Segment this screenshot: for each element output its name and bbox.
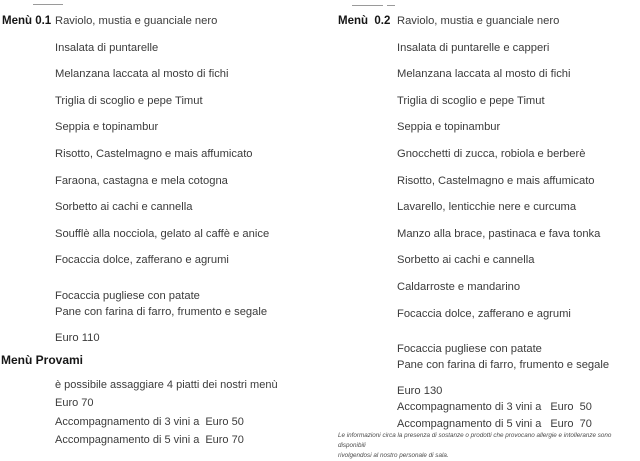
dish-item: Raviolo, mustia e guanciale nero xyxy=(55,15,218,27)
dish-item: Sorbetto ai cachi e cannella xyxy=(397,254,535,267)
bread-item: Pane con farina di farro, frumento e segale xyxy=(397,359,610,372)
top-rule-fragment-left xyxy=(33,4,63,5)
bread-item: Pane con farina di farro, frumento e segale xyxy=(55,305,268,318)
dish-item: Risotto, Castelmagno e mais affumicato xyxy=(397,174,595,187)
dish-item: Sorbetto ai cachi e cannella xyxy=(55,201,193,214)
menu-02-section xyxy=(338,8,609,434)
menu-01-section xyxy=(2,8,269,346)
dish-item: Insalata di puntarelle e capperi xyxy=(397,41,550,54)
dish-item: Gnocchetti di zucca, robiola e berberè xyxy=(397,147,586,160)
allergen-note-line2: rivolgendosi al nostro personale di sala. xyxy=(338,452,449,459)
allergen-note xyxy=(338,431,638,461)
dish-item: Risotto, Castelmagno e mais affumicato xyxy=(55,147,253,160)
top-rule-fragment-right-small xyxy=(387,5,395,6)
wine-pairing-price: Euro 50 xyxy=(205,415,244,428)
top-rule-fragment-right xyxy=(352,5,383,6)
dish-item: Triglia di scoglio e pepe Timut xyxy=(397,94,545,107)
wine-pairing-row xyxy=(55,413,278,431)
menu-02-items xyxy=(397,8,609,434)
dish-item: Seppia e topinambur xyxy=(397,121,501,134)
dish-item: Raviolo, mustia e guanciale nero xyxy=(397,15,560,27)
allergen-note-line1: Le informazioni circa la presenza di sostanze o prodotti che provocano allergie e intolleranze sono disponibili xyxy=(338,432,612,449)
wine-pairing-label: Accompagnamento di 5 vini a xyxy=(397,418,542,431)
wine-pairing-price: Euro 70 xyxy=(550,418,592,431)
wine-pairing-label: Accompagnamento di 3 vini a xyxy=(397,401,542,414)
menu-provami-title: Menù Provami xyxy=(1,353,84,367)
menu-01-price: Euro 110 xyxy=(55,331,100,344)
dish-item: Focaccia dolce, zafferano e agrumi xyxy=(55,254,229,267)
menu-provami-description: è possibile assaggiare 4 piatti dei nostri menù xyxy=(55,379,278,391)
menu-01-items xyxy=(55,8,269,346)
bread-item: Focaccia pugliese con patate xyxy=(55,289,200,302)
menu-provami-price: Euro 70 xyxy=(55,397,94,410)
menu-02-title: Menù 0.2 xyxy=(338,15,391,27)
wine-pairing-label: Accompagnamento di 3 vini a xyxy=(55,415,200,428)
dish-item: Caldarroste e mandarino xyxy=(397,280,521,293)
dish-item: Manzo alla brace, pastinaca e fava tonka xyxy=(397,227,601,240)
dish-item: Seppia e topinambur xyxy=(55,121,159,134)
dish-item: Melanzana laccata al mosto di fichi xyxy=(55,68,229,81)
wine-pairing-price: Euro 70 xyxy=(205,434,244,447)
wine-pairing-row xyxy=(397,399,609,416)
menu-02-price: Euro 130 xyxy=(397,385,443,398)
menu-provami-items xyxy=(55,376,278,450)
menu-01-bread-group xyxy=(55,288,269,320)
wine-pairing-price: Euro 50 xyxy=(550,401,592,414)
dish-item: Melanzana laccata al mosto di fichi xyxy=(397,68,571,81)
wine-pairing-label: Accompagnamento di 5 vini a xyxy=(55,434,200,447)
menu-provami-section xyxy=(1,353,278,450)
menu-02-bread-group xyxy=(397,341,609,373)
bread-item: Focaccia pugliese con patate xyxy=(397,343,542,356)
wine-pairing-row xyxy=(55,431,278,449)
dish-item: Soufflè alla nocciola, gelato al caffè e anice xyxy=(55,227,270,240)
menu-01-title: Menù 0.1 xyxy=(2,15,52,27)
dish-item: Insalata di puntarelle xyxy=(55,41,159,54)
dish-item: Focaccia dolce, zafferano e agrumi xyxy=(397,307,571,320)
dish-item: Triglia di scoglio e pepe Timut xyxy=(55,94,203,107)
menu-02-wine-pairings xyxy=(397,399,609,433)
dish-item: Faraona, castagna e mela cotogna xyxy=(55,174,228,187)
dish-item: Lavarello, lenticchie nere e curcuma xyxy=(397,201,577,214)
